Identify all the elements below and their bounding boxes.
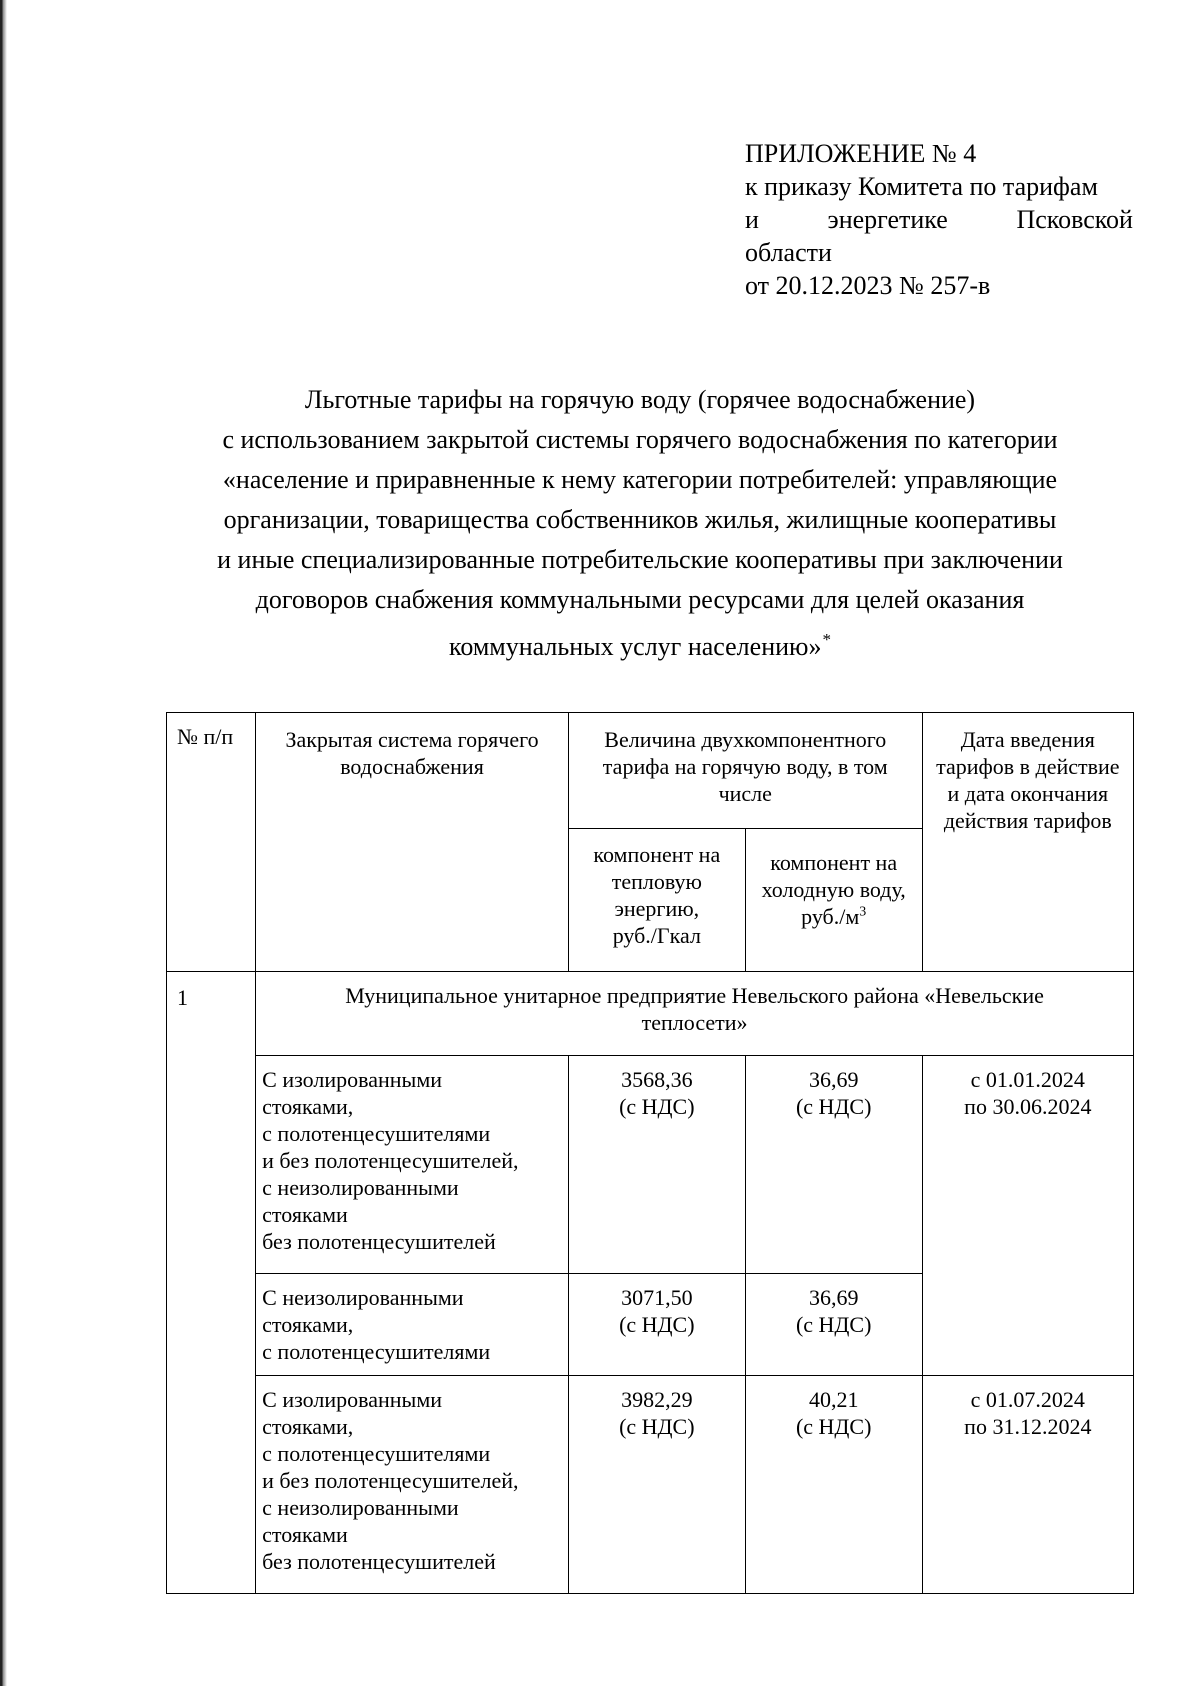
cold-value: 36,69 xyxy=(808,1067,859,1092)
header-dates-line: действия тарифов xyxy=(943,808,1112,833)
header-heat-line: руб./Гкал xyxy=(612,923,701,948)
appendix-word: и xyxy=(745,205,759,234)
footnote-mark: * xyxy=(822,630,831,649)
header-cold-unit-sup: 3 xyxy=(859,904,867,920)
header-system xyxy=(256,713,569,972)
system-line: стояками xyxy=(262,1522,348,1547)
header-tariff-group xyxy=(568,713,922,829)
system-line: и без полотенцесушителей, xyxy=(262,1468,519,1493)
period-start: с 01.07.2024 xyxy=(970,1387,1085,1412)
appendix-date-line: от 20.12.2023 № 257-в xyxy=(745,271,991,300)
heat-value: 3568,36 xyxy=(621,1067,693,1092)
system-line: с полотенцесушителями xyxy=(262,1339,491,1364)
system-line: стояками xyxy=(262,1202,348,1227)
header-system-line: Закрытая система горячего xyxy=(285,727,539,752)
system-line: с полотенцесушителями xyxy=(262,1441,491,1466)
header-cold-component xyxy=(745,829,922,972)
appendix-order-line: к приказу Комитета по тарифам xyxy=(745,172,1098,201)
heat-tariff-value xyxy=(568,1056,745,1274)
header-group-line: Величина двухкомпонентного xyxy=(604,727,887,752)
organization-line: теплосети» xyxy=(641,1010,748,1035)
organization-row xyxy=(167,972,1134,1056)
tariff-period-2 xyxy=(922,1376,1133,1594)
period-end: по 31.12.2024 xyxy=(964,1414,1092,1439)
system-line: с неизолированными xyxy=(262,1175,459,1200)
system-description xyxy=(256,1376,569,1594)
heat-tariff-value xyxy=(568,1376,745,1594)
header-heat-line: тепловую xyxy=(611,869,702,894)
system-line: с полотенцесушителями xyxy=(262,1121,491,1146)
header-cold-line: холодную воду, xyxy=(761,877,906,902)
system-line: без полотенцесушителей xyxy=(262,1549,496,1574)
vat-note: (с НДС) xyxy=(795,1312,872,1337)
system-line: с неизолированными xyxy=(262,1495,459,1520)
header-heat-component xyxy=(568,829,745,972)
heat-value: 3982,29 xyxy=(621,1387,693,1412)
header-cold-unit-text: руб./м xyxy=(801,904,860,929)
tariff-period-1 xyxy=(922,1056,1133,1376)
appendix-region-line: области xyxy=(745,238,832,267)
title-line: Льготные тарифы на горячую воду (горячее водоснабжение) xyxy=(304,385,976,414)
header-group-line: числе xyxy=(718,781,772,806)
table-row xyxy=(167,1376,1134,1594)
heat-tariff-value xyxy=(568,1274,745,1376)
title-line-last xyxy=(160,620,1120,667)
header-cold-unit xyxy=(746,903,922,930)
cold-value: 36,69 xyxy=(808,1285,859,1310)
header-dates-line: и дата окончания xyxy=(947,781,1109,806)
cold-value: 40,21 xyxy=(808,1387,859,1412)
appendix-heading: ПРИЛОЖЕНИЕ № 4 xyxy=(745,139,977,168)
header-number: № п/п xyxy=(167,713,256,972)
title-line: и иные специализированные потребительские кооперативы при заключении xyxy=(217,545,1063,574)
title-line-text: коммунальных услуг населению» xyxy=(449,632,822,661)
title-line: организации, товарищества собственников жилья, жилищные кооперативы xyxy=(223,505,1057,534)
header-dates xyxy=(922,713,1133,972)
header-dates-line: тарифов в действие xyxy=(936,754,1120,779)
title-line: договоров снабжения коммунальными ресурсами для целей оказания xyxy=(255,585,1025,614)
system-line: без полотенцесушителей xyxy=(262,1229,496,1254)
document-title xyxy=(160,380,1120,667)
vat-note: (с НДС) xyxy=(619,1094,695,1119)
table-row xyxy=(167,1056,1134,1274)
header-cold-line: компонент на xyxy=(770,850,898,875)
system-line: С изолированными xyxy=(262,1067,443,1092)
system-line: С неизолированными xyxy=(262,1285,464,1310)
vat-note: (с НДС) xyxy=(795,1414,872,1439)
title-line: с использованием закрытой системы горячего водоснабжения по категории xyxy=(222,425,1058,454)
system-description xyxy=(256,1274,569,1376)
cold-tariff-value xyxy=(745,1274,922,1376)
system-line: и без полотенцесушителей, xyxy=(262,1148,519,1173)
tariff-table xyxy=(166,712,1134,1594)
appendix-word: энергетике xyxy=(827,205,948,234)
header-heat-line: компонент на xyxy=(593,842,721,867)
row-number: 1 xyxy=(167,972,256,1594)
system-line: стояками, xyxy=(262,1094,354,1119)
system-description xyxy=(256,1056,569,1274)
heat-value: 3071,50 xyxy=(621,1285,693,1310)
organization-line: Муниципальное унитарное предприятие Невельского района «Невельские xyxy=(345,983,1044,1008)
title-line: «население и приравненные к нему категории потребителей: управляющие xyxy=(222,465,1058,494)
vat-note: (с НДС) xyxy=(619,1414,695,1439)
period-start: с 01.01.2024 xyxy=(970,1067,1085,1092)
cold-tariff-value xyxy=(745,1056,922,1274)
cold-tariff-value xyxy=(745,1376,922,1594)
system-line: С изолированными xyxy=(262,1387,443,1412)
period-end: по 30.06.2024 xyxy=(964,1094,1092,1119)
organization-name xyxy=(256,972,1134,1056)
system-line: стояками, xyxy=(262,1414,354,1439)
vat-note: (с НДС) xyxy=(619,1312,695,1337)
appendix-committee-line xyxy=(745,203,1133,236)
system-line: стояками, xyxy=(262,1312,354,1337)
vat-note: (с НДС) xyxy=(795,1094,872,1119)
header-system-line: водоснабжения xyxy=(340,754,484,779)
appendix-block xyxy=(745,137,1133,302)
scan-page-edge xyxy=(0,0,7,1686)
appendix-word: Псковской xyxy=(1016,205,1133,234)
header-row xyxy=(167,713,1134,829)
header-dates-line: Дата введения xyxy=(960,727,1095,752)
header-heat-line: энергию, xyxy=(614,896,700,921)
header-group-line: тарифа на горячую воду, в том xyxy=(602,754,888,779)
